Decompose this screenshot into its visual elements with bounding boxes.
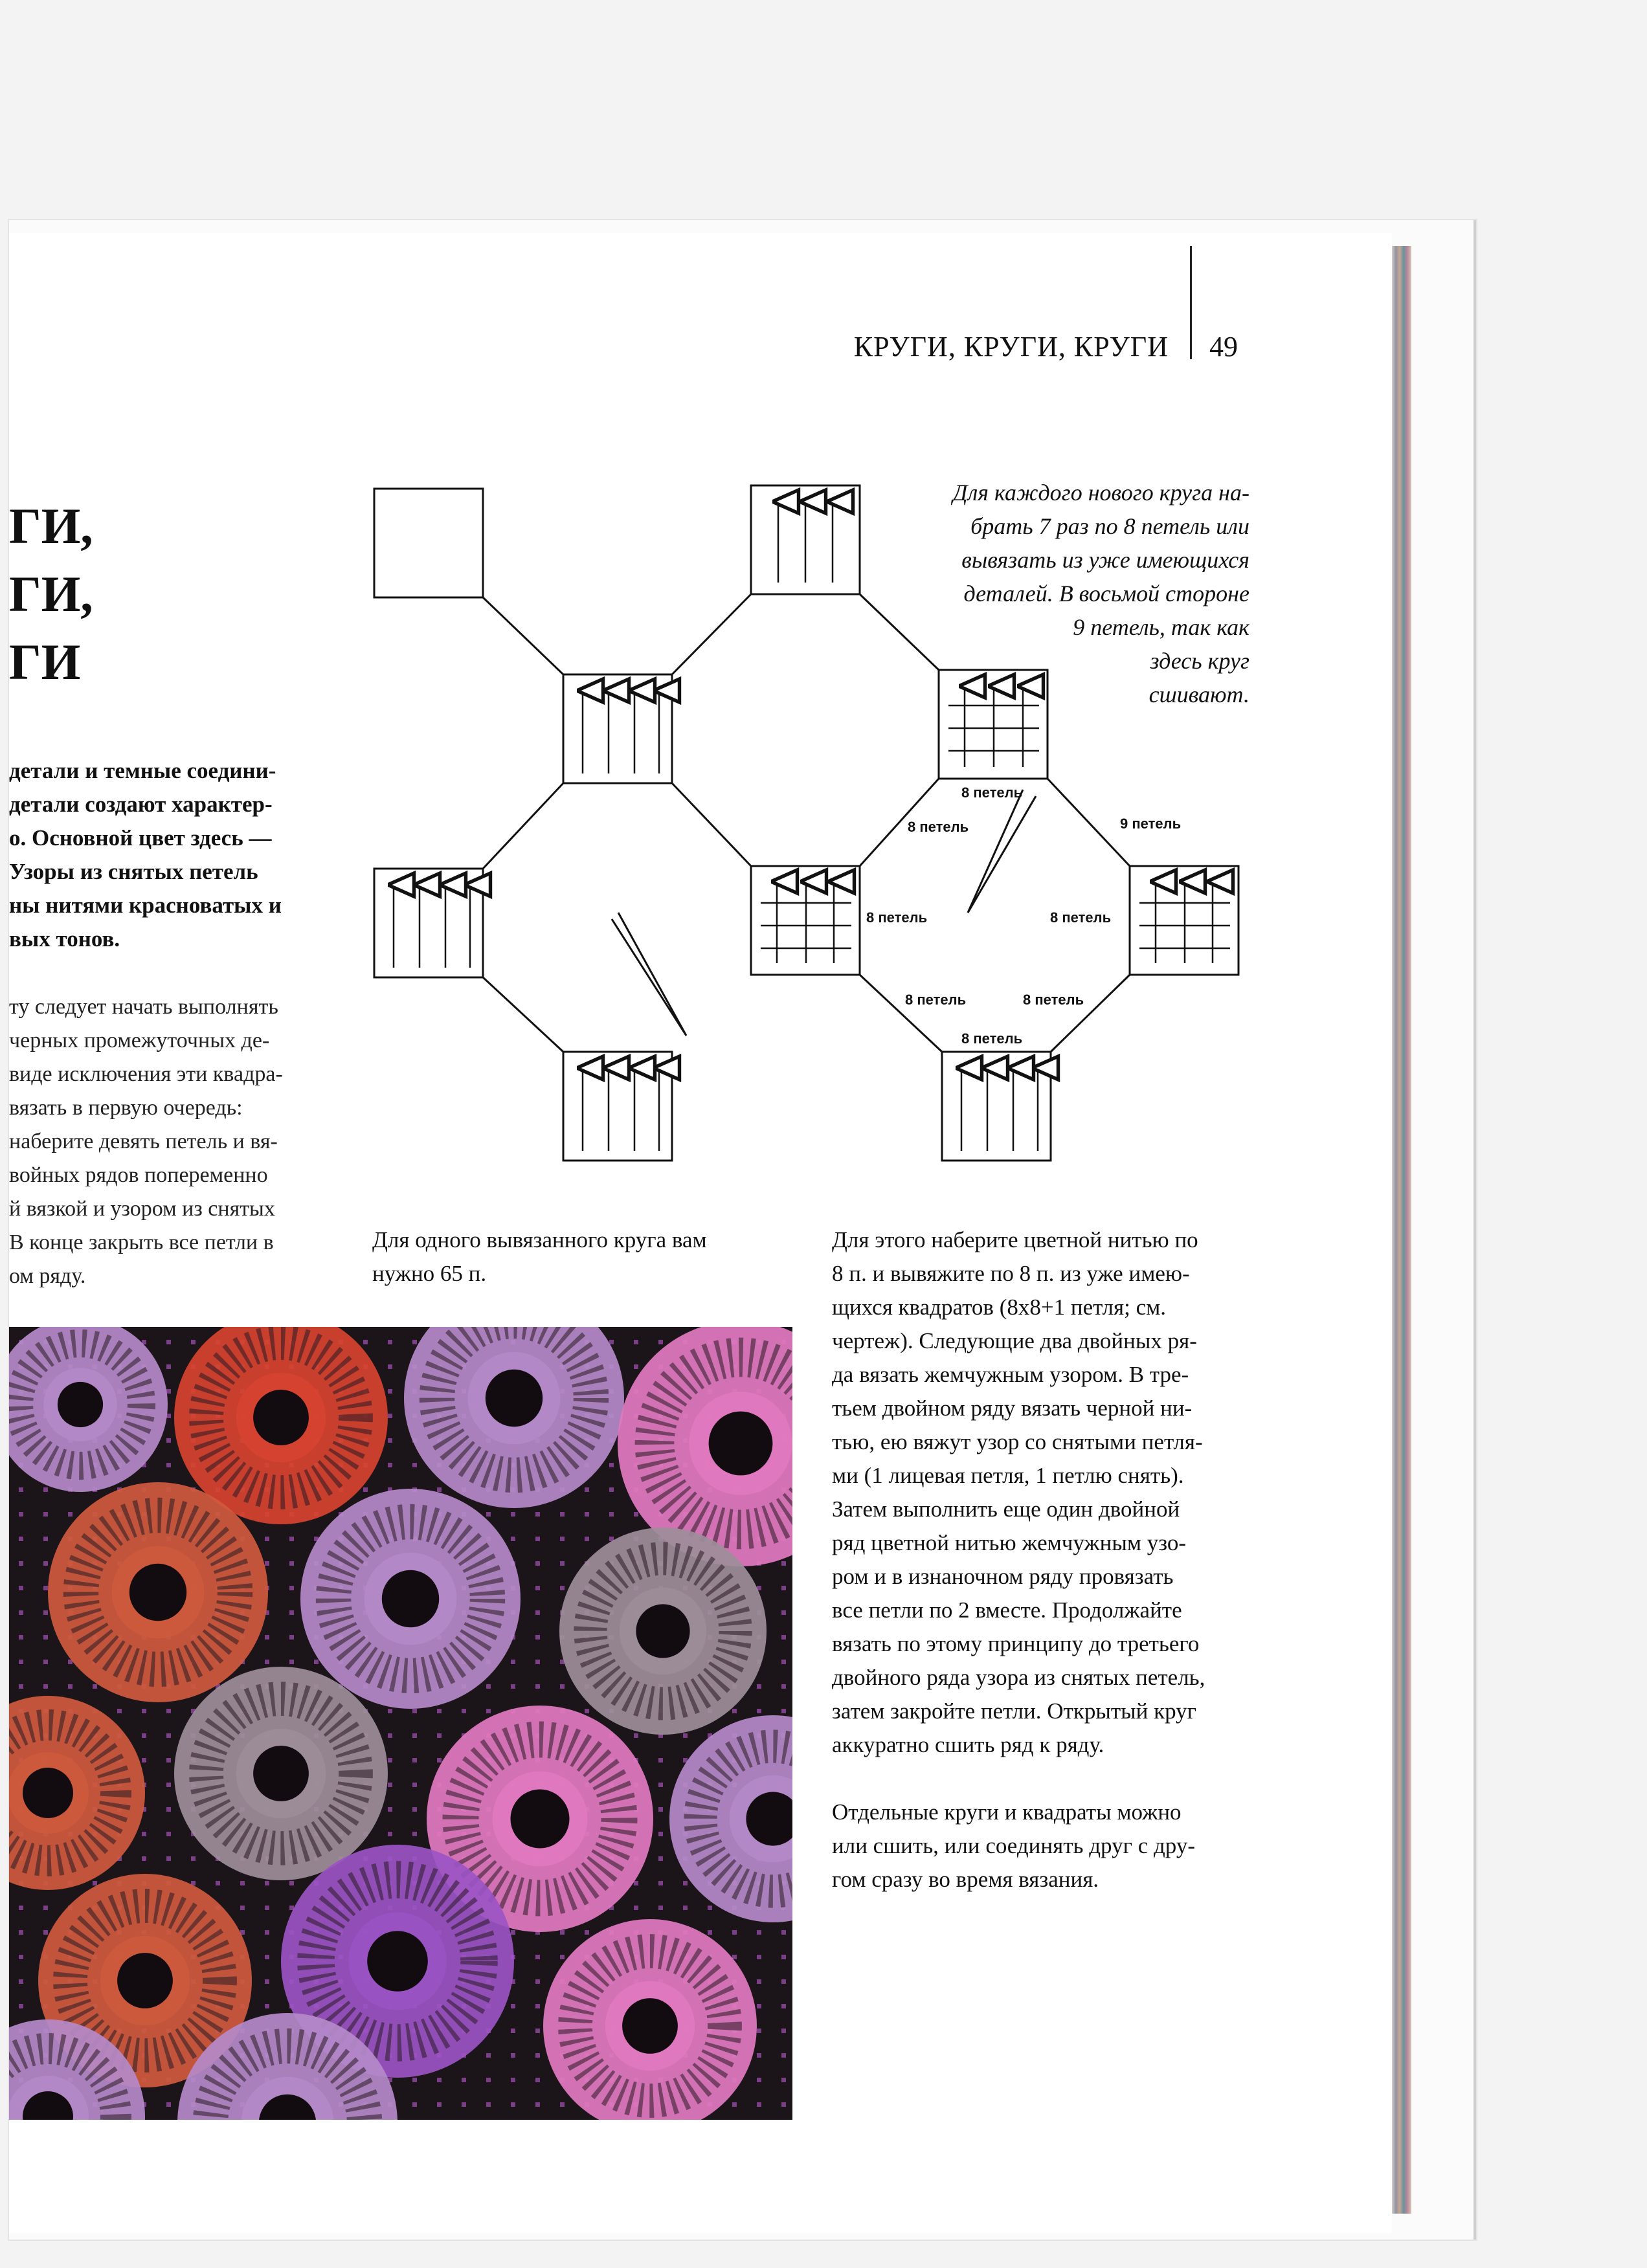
stitch-dot	[560, 2102, 565, 2107]
stitch-dot	[412, 1807, 417, 1812]
stitch-dot	[585, 1537, 589, 1541]
stitch-dot	[757, 2078, 761, 2082]
stitch-dot	[781, 1635, 786, 1640]
caption-line: вывязать из уже имеющихся	[961, 547, 1249, 573]
page-number: 49	[1209, 331, 1238, 362]
stitch-dot	[462, 1709, 466, 1713]
stitch-dot	[609, 1512, 614, 1517]
text-line: ту следует начать выполнять	[9, 995, 278, 1019]
stitch-dot	[486, 1512, 491, 1517]
stitch-dot	[658, 1832, 663, 1836]
text-line: тьем двойном ряду вязать черной ни-	[832, 1395, 1193, 1421]
stitch-dot	[781, 2004, 786, 2008]
stitch-dot	[511, 1512, 515, 1517]
stitch-dot	[781, 1955, 786, 1959]
crochet-circle-motif	[559, 1528, 767, 1735]
stitch-dot	[609, 1487, 614, 1492]
book-spine	[1392, 246, 1411, 2214]
stitch-dot	[511, 1930, 515, 1935]
stitch-dot	[388, 1389, 392, 1394]
stitch-dot	[585, 1487, 589, 1492]
label-top: 8 петель	[961, 784, 1023, 801]
text-line: щихся квадратов (8х8+1 петля; см.	[832, 1295, 1167, 1320]
stitch-dot	[511, 2053, 515, 2058]
text-line: аккуратно сшить ряд к ряду.	[832, 1732, 1104, 1757]
stitch-dot	[142, 1709, 146, 1713]
label-bottom: 8 петель	[961, 1030, 1023, 1047]
stitch-dot	[437, 2078, 442, 2082]
stitch-dot	[19, 1537, 23, 1541]
text-line: наберите девять петель и вя-	[9, 1129, 278, 1153]
text-line: В конце закрыть все петли в	[9, 1230, 274, 1254]
stitch-dot	[560, 1512, 565, 1517]
title-line: ГИ	[9, 634, 81, 690]
text-line: вязать по этому принципу до третьего	[832, 1631, 1200, 1656]
stitch-dot	[19, 1586, 23, 1590]
stitch-dot	[43, 1537, 48, 1541]
stitch-dot	[191, 1856, 196, 1861]
text-line: гом сразу во время вязания.	[832, 1867, 1099, 1892]
crochet-circle-motif	[174, 1667, 388, 1880]
stitch-dot	[289, 1537, 294, 1541]
left-body-text	[9, 990, 342, 1293]
stitch-dot	[658, 1856, 663, 1861]
stitch-dot	[757, 1930, 761, 1935]
stitch-dot	[166, 1389, 171, 1394]
stitch-dot	[437, 1709, 442, 1713]
stitch-dot	[191, 1340, 196, 1344]
stitch-dot	[585, 1930, 589, 1935]
stitch-dot	[388, 1709, 392, 1713]
stitch-dot	[93, 1881, 97, 1885]
stitch-dot	[166, 1758, 171, 1762]
stitch-dot	[658, 1807, 663, 1812]
stitch-dot	[166, 2102, 171, 2107]
title-line: ГИ,	[9, 498, 93, 554]
stitch-dot	[388, 1364, 392, 1369]
text-line: й вязкой и узором из снятых	[9, 1197, 275, 1221]
stitch-dot	[265, 1979, 269, 1984]
stitch-dot	[412, 1783, 417, 1787]
arrow-square	[374, 869, 483, 977]
text-line: 8 п. и вывяжите по 8 п. из уже имею-	[832, 1261, 1190, 1286]
stitch-dot	[535, 1586, 540, 1590]
stitch-dot	[68, 1684, 73, 1689]
stitch-dot	[43, 1930, 48, 1935]
text-line: ми (1 лицевая петля, 1 петлю снять).	[832, 1463, 1184, 1488]
stitch-dot	[486, 2053, 491, 2058]
text-line: все петли по 2 вместе. Продолжайте	[832, 1597, 1182, 1623]
text-line: тью, ею вяжут узор со снятыми петля-	[832, 1429, 1203, 1454]
label-upper-left: 8 петель	[908, 819, 969, 835]
stitch-dot	[781, 2053, 786, 2058]
stitch-dot	[781, 1586, 786, 1590]
stitch-dot	[289, 1881, 294, 1885]
stitch-dot	[658, 1340, 663, 1344]
text-line: Узоры из снятых петель	[9, 859, 258, 884]
stitch-dot	[388, 1783, 392, 1787]
stitch-dot	[511, 2078, 515, 2082]
stitch-dot	[511, 2029, 515, 2033]
stitch-dot	[732, 2102, 737, 2107]
stitch-dot	[19, 1930, 23, 1935]
stitch-dot	[732, 1930, 737, 1935]
stitch-dot	[166, 1364, 171, 1369]
text-line: виде исключения эти квадра-	[9, 1062, 283, 1086]
stitch-dot	[757, 1979, 761, 1984]
arrow-square	[942, 1052, 1051, 1161]
arrow-square	[563, 674, 672, 783]
stitch-dot	[560, 1684, 565, 1689]
stitch-dot	[19, 1561, 23, 1566]
stitch-dot	[658, 1783, 663, 1787]
stitch-dot	[166, 1438, 171, 1443]
stitch-dot	[43, 1561, 48, 1566]
stitch-dot	[289, 1586, 294, 1590]
stitch-dot	[437, 1733, 442, 1738]
stitch-dot	[43, 1906, 48, 1910]
stitch-dot	[535, 1610, 540, 1615]
stitch-dot	[289, 1635, 294, 1640]
crochet-circle-motif	[48, 1482, 268, 1702]
section-title-fragment	[9, 492, 93, 696]
circle-caption	[372, 1223, 787, 1291]
stitch-dot	[757, 1684, 761, 1689]
stitch-dot	[658, 1758, 663, 1762]
stitch-dot	[19, 1512, 23, 1517]
stitch-dot	[462, 2102, 466, 2107]
stitch-dot	[19, 1979, 23, 1984]
stitch-dot	[412, 1733, 417, 1738]
stitch-dot	[781, 1709, 786, 1713]
stitch-dot	[781, 1979, 786, 1984]
stitch-dot	[265, 1660, 269, 1664]
stitch-dot	[166, 1733, 171, 1738]
text-line: вязать в первую очередь:	[9, 1096, 243, 1120]
stitch-dot	[486, 1709, 491, 1713]
stitch-dot	[412, 1340, 417, 1344]
stitch-dot	[535, 1561, 540, 1566]
text-line: или сшить, или соединять друг с дру-	[832, 1833, 1195, 1858]
stitch-dot	[535, 1979, 540, 1984]
stitch-dot	[437, 2102, 442, 2107]
caption-line: 9 петель, так как	[1073, 614, 1249, 640]
stitch-dot	[781, 1610, 786, 1615]
text-line: детали создают характер-	[9, 792, 273, 817]
text-line: Затем выполнить еще один двойной	[832, 1496, 1180, 1522]
stitch-dot	[265, 1635, 269, 1640]
stitch-dot	[142, 1856, 146, 1861]
label-lower-right: 8 петель	[1023, 992, 1084, 1008]
text-line: войных рядов попеременно	[9, 1163, 268, 1187]
stitch-dot	[560, 1537, 565, 1541]
stitch-dot	[43, 1635, 48, 1640]
stitch-dot	[781, 1660, 786, 1664]
text-line: черных промежуточных де-	[9, 1028, 270, 1052]
stitch-dot	[388, 1340, 392, 1344]
stitch-dot	[535, 2029, 540, 2033]
stitch-dot	[93, 1684, 97, 1689]
stitch-dot	[388, 1832, 392, 1836]
text-line: ны нитями красноватых и	[9, 893, 282, 918]
stitch-dot	[412, 1463, 417, 1467]
stitch-dot	[363, 1487, 368, 1492]
stitch-dot	[732, 1709, 737, 1713]
stitch-dot	[388, 1438, 392, 1443]
stitch-dot	[511, 2004, 515, 2008]
arrow-square	[563, 1052, 672, 1161]
stitch-dot	[757, 1955, 761, 1959]
stitch-dot	[757, 1709, 761, 1713]
stitch-dot	[19, 1906, 23, 1910]
stitch-dot	[265, 1955, 269, 1959]
stitch-dot	[560, 1955, 565, 1959]
stitch-dot	[412, 2102, 417, 2107]
text-line: двойного ряда узора из снятых петель,	[832, 1665, 1205, 1690]
stitch-dot	[781, 2078, 786, 2082]
stitch-dot	[535, 1537, 540, 1541]
stitch-dot	[683, 1906, 688, 1910]
stitch-dot	[388, 1758, 392, 1762]
stitch-dot	[560, 1586, 565, 1590]
stitch-dot	[388, 1414, 392, 1418]
stitch-dot	[265, 1537, 269, 1541]
stitch-dot	[216, 1881, 220, 1885]
stitch-dot	[757, 2029, 761, 2033]
stitch-dot	[535, 1635, 540, 1640]
stitch-dot	[240, 1906, 245, 1910]
stitch-dot	[265, 2004, 269, 2008]
stitch-dot	[265, 1930, 269, 1935]
stitch-dot	[289, 1610, 294, 1615]
stitch-dot	[585, 1512, 589, 1517]
stitch-dot	[781, 1930, 786, 1935]
text-line: Для этого наберите цветной нитью по	[832, 1227, 1198, 1252]
stitch-dot	[19, 1684, 23, 1689]
stitch-dot	[68, 1512, 73, 1517]
stitch-dot	[757, 2004, 761, 2008]
text-line: детали и темные соедини-	[9, 758, 276, 783]
blank-square	[374, 489, 483, 597]
stitch-dot	[166, 1783, 171, 1787]
stitch-dot	[683, 1881, 688, 1885]
stitch-dot	[462, 2078, 466, 2082]
stitch-dot	[43, 1512, 48, 1517]
stitch-dot	[486, 2102, 491, 2107]
stitch-dot	[585, 1709, 589, 1713]
intro-bold-text	[9, 754, 352, 956]
knitted-blanket-photo	[9, 1327, 792, 2120]
stitch-dot	[314, 1660, 319, 1664]
label-lower-left: 8 петель	[905, 992, 967, 1008]
stitch-dot	[166, 1463, 171, 1467]
text-line: вых тонов.	[9, 926, 120, 951]
stitch-dot	[757, 2102, 761, 2107]
stitch-dot	[166, 1709, 171, 1713]
text-line: о. Основной цвет здесь —	[9, 825, 272, 850]
stitch-dot	[560, 1561, 565, 1566]
title-line: ГИ,	[9, 566, 93, 622]
photo-canvas	[9, 1327, 792, 2120]
stitch-dot	[142, 1733, 146, 1738]
label-right: 8 петель	[1050, 909, 1112, 926]
stitch-dot	[142, 1832, 146, 1836]
stitch-dot	[609, 1340, 614, 1344]
stitch-dot	[412, 1758, 417, 1762]
stitch-dot	[19, 1487, 23, 1492]
caption-line: деталей. В восьмой стороне	[963, 581, 1249, 606]
label-left: 8 петель	[866, 909, 928, 926]
stitch-dot	[43, 1660, 48, 1664]
stitch-dot	[634, 1340, 638, 1344]
stitch-dot	[19, 1610, 23, 1615]
stitch-dot	[388, 1807, 392, 1812]
stitch-dot	[535, 2004, 540, 2008]
stitch-dot	[19, 2004, 23, 2008]
stitch-dot	[363, 1340, 368, 1344]
stitch-dot	[609, 1463, 614, 1467]
stitch-dot	[43, 1684, 48, 1689]
stitch-dot	[560, 1930, 565, 1935]
crochet-circle-motif	[300, 1489, 521, 1709]
stitch-dot	[486, 1684, 491, 1689]
stitch-dot	[142, 1758, 146, 1762]
stitch-dot	[511, 2102, 515, 2107]
stitch-dot	[412, 2078, 417, 2082]
stitch-dot	[166, 1832, 171, 1836]
stitch-dot	[658, 1906, 663, 1910]
stitch-dot	[781, 1561, 786, 1566]
stitch-dot	[781, 2102, 786, 2107]
knitting-diagram	[363, 472, 1262, 1184]
stitch-dot	[511, 1684, 515, 1689]
stitch-dot	[240, 1881, 245, 1885]
stitch-dot	[437, 1487, 442, 1492]
running-title: КРУГИ, КРУГИ, КРУГИ	[853, 331, 1169, 362]
stitch-dot	[708, 1906, 712, 1910]
stitch-dot	[511, 1537, 515, 1541]
stitch-dot	[535, 1660, 540, 1664]
text-line: чертеж). Следующие два двойных ря-	[832, 1328, 1197, 1353]
stitch-dot	[535, 1684, 540, 1689]
stitch-dot	[781, 2029, 786, 2033]
stitch-dot	[634, 1512, 638, 1517]
stitch-dot	[117, 1709, 122, 1713]
stitch-dot	[166, 1807, 171, 1812]
stitch-dot	[634, 1733, 638, 1738]
caption-line: сшивают.	[1148, 682, 1249, 707]
stitch-dot	[412, 1832, 417, 1836]
stitch-dot	[19, 1660, 23, 1664]
text-line: ром и в изнаночном ряду провязать	[832, 1564, 1174, 1589]
stitch-dot	[683, 1733, 688, 1738]
caption-line: нужно 65 п.	[372, 1261, 487, 1286]
stitch-dot	[166, 1340, 171, 1344]
stitch-dot	[265, 1561, 269, 1566]
stitch-dot	[19, 1955, 23, 1959]
stitch-dot	[265, 1906, 269, 1910]
instructions-text	[832, 1223, 1259, 1896]
text-line: Отдельные круги и квадраты можно	[832, 1799, 1182, 1825]
stitch-dot	[486, 2078, 491, 2082]
paragraph-gap	[832, 1762, 1259, 1796]
stitch-dot	[166, 1856, 171, 1861]
caption-line: Для одного вывязанного круга вам	[372, 1227, 707, 1252]
caption-line: Для каждого нового круга на-	[952, 480, 1249, 506]
stitch-dot	[265, 1881, 269, 1885]
stitch-dot	[43, 1586, 48, 1590]
stitch-dot	[437, 1758, 442, 1762]
stitch-dot	[535, 2078, 540, 2082]
stitch-dot	[781, 1684, 786, 1689]
label-upper-right: 9 петель	[1120, 816, 1182, 832]
stitch-dot	[535, 1955, 540, 1959]
stitch-dot	[388, 1733, 392, 1738]
caption-line: брать 7 раз по 8 петель или	[970, 513, 1249, 539]
stitch-dot	[634, 1906, 638, 1910]
stitch-dot	[658, 1881, 663, 1885]
stitch-dot	[43, 1487, 48, 1492]
stitch-dot	[412, 1709, 417, 1713]
stitch-dot	[43, 1610, 48, 1615]
stitch-dot	[289, 1660, 294, 1664]
stitch-dot	[289, 1561, 294, 1566]
stitch-dot	[757, 2053, 761, 2058]
stitch-dot	[388, 1463, 392, 1467]
stitch-dot	[535, 2102, 540, 2107]
stitch-dot	[535, 1512, 540, 1517]
stitch-dot	[634, 1881, 638, 1885]
stitch-dot	[634, 1364, 638, 1369]
stitch-dot	[708, 1930, 712, 1935]
header-rule	[1190, 246, 1192, 359]
stitch-dot	[511, 1660, 515, 1664]
text-line: ом ряду.	[9, 1264, 86, 1288]
text-line: затем закройте петли. Открытый круг	[832, 1698, 1197, 1724]
stitch-dot	[535, 2053, 540, 2058]
text-line: да вязать жемчужным узором. В тре-	[832, 1362, 1189, 1387]
text-line: ряд цветной нитью жемчужным узо-	[832, 1530, 1187, 1555]
stitch-dot	[19, 1635, 23, 1640]
caption-line: здесь круг	[1150, 648, 1249, 674]
